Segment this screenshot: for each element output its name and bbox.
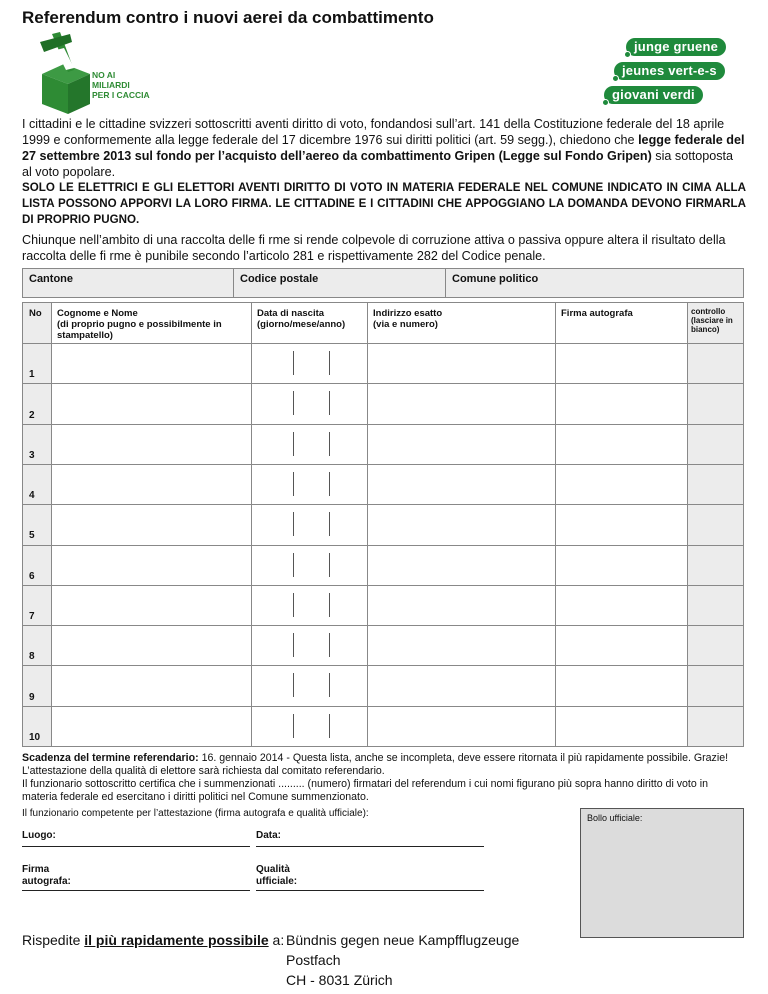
address-line: CH - 8031 Zürich xyxy=(286,972,393,988)
logo-line: MILIARDI xyxy=(92,80,130,90)
brand-label: giovani verdi xyxy=(612,87,695,102)
table-row[interactable] xyxy=(23,585,743,625)
table-row[interactable] xyxy=(23,504,743,544)
send-emphasis: il più rapidamente possibile xyxy=(84,932,269,948)
signature-label: Firma autografa: xyxy=(22,864,71,887)
return-instruction xyxy=(22,930,284,950)
date-separator xyxy=(329,593,330,617)
footer-notes xyxy=(22,752,746,804)
col-head-no: No xyxy=(29,308,42,319)
law-title: legge federale del 27 settembre 2013 sul fondo per l’acquisto dell’aereo da combattimento Gripen (Legge sul Fondo Gripen) xyxy=(22,133,745,163)
deadline-line xyxy=(22,752,746,765)
place-line[interactable] xyxy=(22,846,250,847)
commune-field[interactable] xyxy=(445,269,743,297)
date-separator xyxy=(293,714,294,738)
send-suffix: a: xyxy=(268,932,285,948)
signature-line[interactable] xyxy=(22,890,250,891)
date-separator xyxy=(329,673,330,697)
official-role-label: Qualità ufficiale: xyxy=(256,864,298,887)
dot-icon xyxy=(612,75,619,82)
date-separator xyxy=(293,633,294,657)
date-separator xyxy=(329,472,330,496)
send-prefix: Rispedite xyxy=(22,932,85,948)
commune-label: Comune politico xyxy=(452,273,539,285)
row-number: 1 xyxy=(29,369,35,381)
official-role-line[interactable] xyxy=(256,890,484,891)
return-address xyxy=(286,930,519,990)
table-row[interactable] xyxy=(23,343,743,383)
brand-pill-de xyxy=(626,38,726,56)
date-line[interactable] xyxy=(256,846,484,847)
deadline-label: Scadenza del termine referendario: xyxy=(22,752,199,764)
attestation-note: L’attestazione della qualità di elettore sarà richiesta dal comitato referendario. xyxy=(22,765,385,777)
address-line: Bündnis gegen neue Kampfflugzeuge xyxy=(286,932,520,948)
row-number: 6 xyxy=(29,570,35,582)
row-number: 3 xyxy=(29,449,35,461)
date-separator xyxy=(329,512,330,536)
table-row[interactable] xyxy=(23,706,743,746)
postal-code-label: Codice postale xyxy=(240,273,319,285)
col-head-address: Indirizzo esatto (via e numero) xyxy=(373,308,443,330)
intro-text: I cittadini e le cittadine svizzeri sottoscritti aventi diritto di voto, fondandosi sull’art. 141 della Costituzione federale del 18 aprile 1999 e conformemente alla legge federale del 17 dicembre 1976 sui diritti politici (art. 59 segg.), chiedono che xyxy=(22,117,725,147)
municipality-header xyxy=(22,268,744,298)
table-row[interactable] xyxy=(23,424,743,464)
logo-line: NO AI xyxy=(92,70,116,80)
date-label: Data: xyxy=(256,830,282,841)
date-separator xyxy=(293,432,294,456)
place-label: Luogo: xyxy=(22,830,56,841)
brand-label: jeunes vert-e-s xyxy=(622,63,717,78)
logo-slogan xyxy=(92,70,150,100)
postal-code-field[interactable] xyxy=(233,269,445,297)
page-title: Referendum contro i nuovi aerei da combattimento xyxy=(22,8,434,27)
dot-icon xyxy=(602,99,609,106)
date-separator xyxy=(329,351,330,375)
date-separator xyxy=(293,593,294,617)
col-head-control: controllo (lasciare in bianco) xyxy=(691,307,733,334)
brand-label: junge gruene xyxy=(634,39,719,54)
penalty-warning: Chiunque nell’ambito di una raccolta delle fi rme si rende colpevole di corruzione attiva o passiva oppure altera il risultato della raccolta delle fi rme è punibile secondo l’articolo 281 e rispettivamente 282 del Codice penale. xyxy=(22,233,726,263)
date-separator xyxy=(293,391,294,415)
row-number: 2 xyxy=(29,409,35,421)
row-number: 5 xyxy=(29,530,35,542)
intro-paragraph xyxy=(22,116,746,180)
canton-field[interactable] xyxy=(23,269,233,297)
date-separator xyxy=(293,673,294,697)
date-separator xyxy=(293,351,294,375)
eligibility-notice: SOLO LE ELETTRICI E GLI ELETTORI AVENTI DIRITTO DI VOTO IN MATERIA FEDERALE NEL COMUNE INDICATO IN CIMA ALLA LISTA POSSONO APPORVI LA LORO FIRMA. LE CITTADINE E I CITTADINI CHE APPOGGIANO LA DOMANDA DEVONO FIRMARLA DI PROPRIO PUGNO. xyxy=(22,181,746,226)
stamp-label: Bollo ufficiale: xyxy=(587,813,643,823)
intro-text-end: sia sottoposta al voto popolare. xyxy=(22,149,734,179)
table-row[interactable] xyxy=(23,464,743,504)
table-row[interactable] xyxy=(23,625,743,665)
official-intro: Il funzionario competente per l’attestazione (firma autografa e qualità ufficiale): xyxy=(22,808,369,819)
date-separator xyxy=(329,633,330,657)
brand-pill-fr xyxy=(614,62,725,80)
deadline-text: 16. gennaio 2014 - Questa lista, anche se incompleta, deve essere ritornata il più rapidamente possibile. Grazie! xyxy=(198,752,729,764)
table-row[interactable] xyxy=(23,545,743,585)
row-number: 9 xyxy=(29,691,35,703)
table-row[interactable] xyxy=(23,665,743,705)
address-line: Postfach xyxy=(286,952,341,968)
row-number: 8 xyxy=(29,651,35,663)
brand-pill-it xyxy=(604,86,703,104)
certification-note: Il funzionario sottoscritto certifica che i summenzionati ......... (numero) firmatari del referendum i cui nomi figurano più sopra hanno diritto di voto in materia federale ed esercitano i diritti politici nel Comune summenzionato. xyxy=(22,778,708,803)
col-head-signature: Firma autografa xyxy=(561,308,633,319)
date-separator xyxy=(329,391,330,415)
row-number: 4 xyxy=(29,490,35,502)
date-separator xyxy=(329,432,330,456)
row-number: 7 xyxy=(29,611,35,623)
official-stamp-box[interactable] xyxy=(580,808,744,938)
date-separator xyxy=(293,553,294,577)
canton-label: Cantone xyxy=(29,273,73,285)
dot-icon xyxy=(624,51,631,58)
date-separator xyxy=(293,512,294,536)
date-separator xyxy=(329,553,330,577)
logo-line: PER I CACCIA xyxy=(92,90,150,100)
date-separator xyxy=(329,714,330,738)
signature-table xyxy=(22,302,744,747)
table-row[interactable] xyxy=(23,383,743,423)
col-head-name: Cognome e Nome (di proprio pugno e possibilmente in stampatello) xyxy=(57,308,222,341)
col-head-birthdate: Data di nascita (giorno/mese/anno) xyxy=(257,308,346,330)
row-number: 10 xyxy=(29,731,41,743)
date-separator xyxy=(293,472,294,496)
